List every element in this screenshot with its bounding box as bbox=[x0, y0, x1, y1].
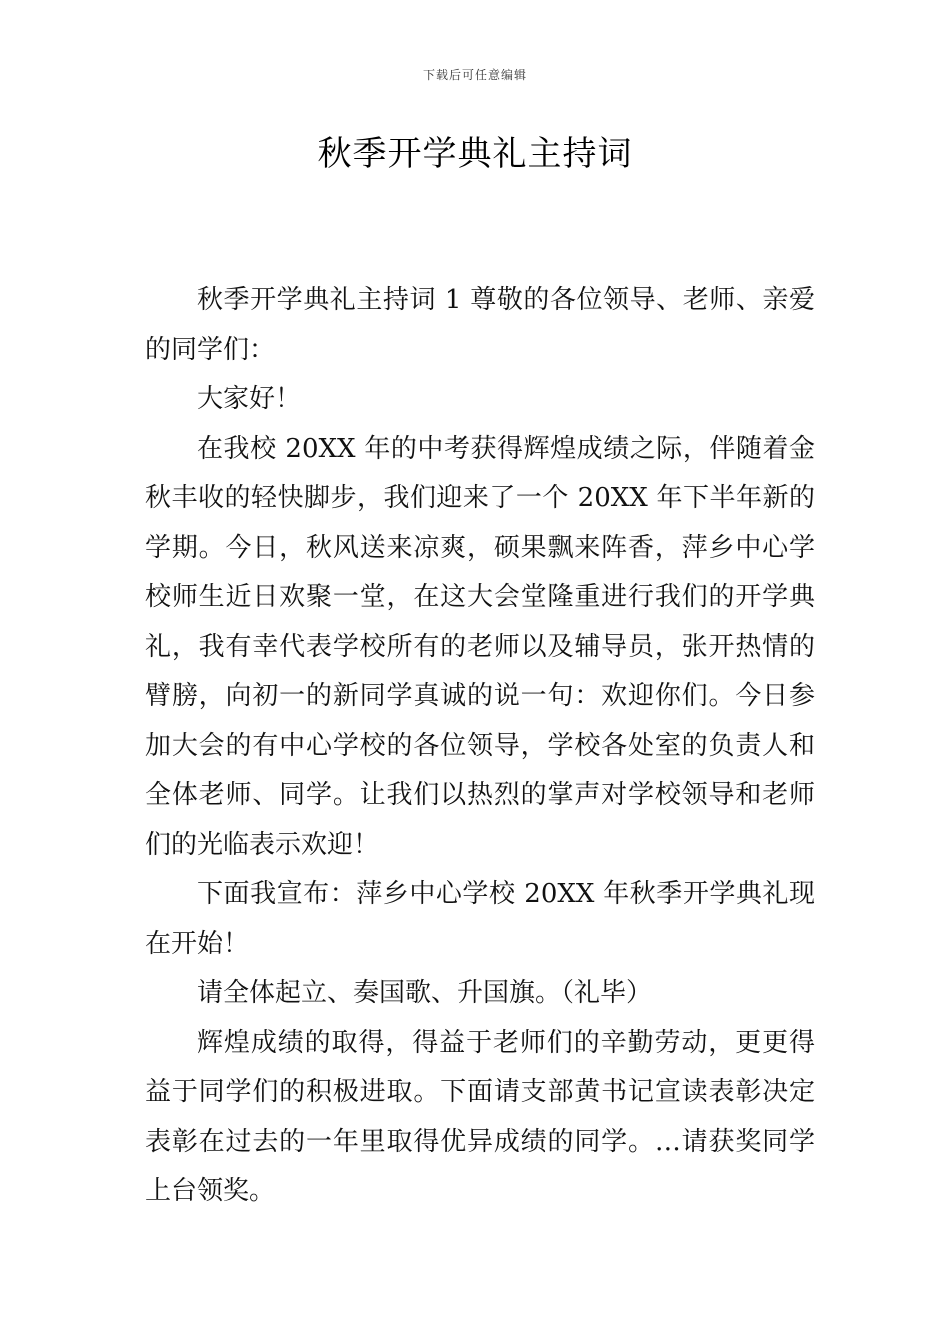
paragraph-welcome: 在我校 20XX 年的中考获得辉煌成绩之际，伴随着金秋丰收的轻快脚步，我们迎来了一个 20XX 年下半年新的学期。今日，秋风送来凉爽，硕果飘来阵香，萍乡中心学校师生近日欢聚一堂，在这大会堂隆重进行我们的开学典礼，我有幸代表学校所有的老师以及辅导员，张开热情的臂膀，向初一的新同学真诚的说一句：欢迎你们。今日参加大会的有中心学校的各位领导，学校各处室的负责人和全体老师、同学。让我们以热烈的掌声对学校领导和老师们的光临表示欢迎！ bbox=[145, 433, 815, 860]
header-note: 下载后可任意编辑 bbox=[422, 68, 527, 82]
paragraph-opening: 秋季开学典礼主持词 1 尊敬的各位领导、老师、亲爱的同学们： bbox=[145, 285, 815, 365]
paragraph-announcement: 下面我宣布：萍乡中心学校 20XX 年秋季开学典礼现在开始！ bbox=[145, 879, 815, 959]
document-title: 秋季开学典礼主持词 bbox=[317, 134, 633, 174]
document-body bbox=[145, 276, 815, 1217]
paragraph-greeting: 大家好！ bbox=[197, 384, 302, 414]
paragraph-anthem: 请全体起立、奏国歌、升国旗。（礼毕） bbox=[197, 978, 653, 1008]
paragraph-awards: 辉煌成绩的取得，得益于老师们的辛勤劳动，更更得益于同学们的积极进取。下面请支部黄书记宣读表彰决定表彰在过去的一年里取得优异成绩的同学。…请获奖同学上台领奖。 bbox=[145, 1027, 815, 1206]
